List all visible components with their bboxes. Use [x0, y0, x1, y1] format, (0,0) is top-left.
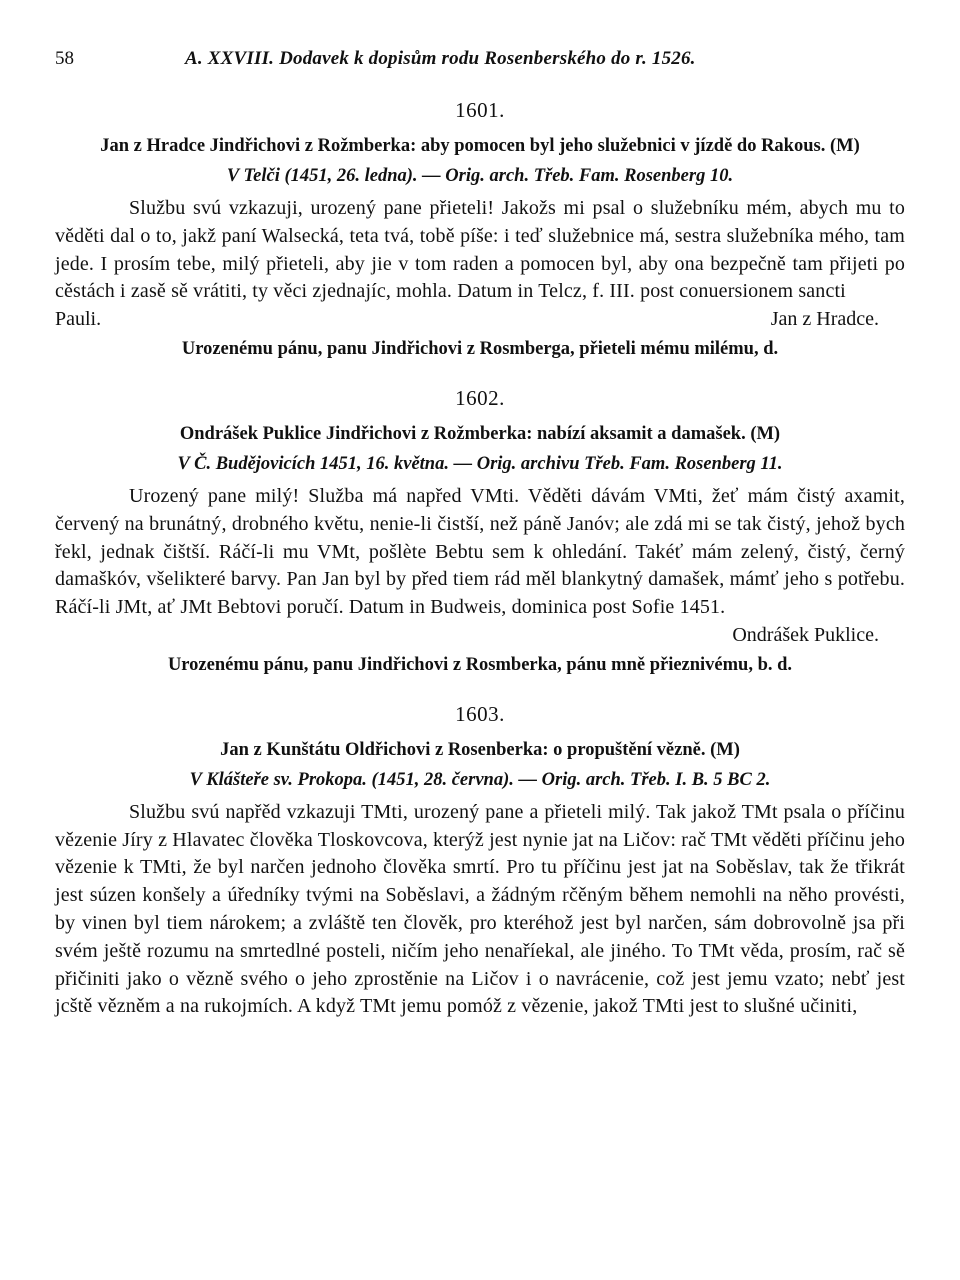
document-source: V Telči (1451, 26. ledna). — Orig. arch. Třeb. Fam. Rosenberg 10.: [226, 166, 734, 186]
document-signature: Ondrášek Puklice.: [732, 623, 879, 646]
document-signature: Jan z Hradce.: [770, 308, 879, 331]
document-body: Službu svú napřěd vzkazuji TMti, urozený pane a přieteli milý. Tak jakož TMt psala o příčinu vězenie Jíry z Hlavatec člověka Tloskovcova, kterýž jest nynie jat na Ličov: rač TMt věděti příčinu jeho vězenie k TMti, že byl narčen jednoho člověka smrtí. Pro tu příčinu jest jat na Soběslav, tak že třikrát jest súzen konšely a úředníky tvými na Soběslavi, a žádným rčěným během nemohli na něho provésti, by vinen byl tiem nárokem; a zvláště ten člověk, pro kteréhož jest byl narčen, sám dobrovolně jsa při svém ještě rozumu na smrtedlné posteli, ničím jeho nenaříekal, ale jiného. To TMt věda, prosím, rač sě přičiniti jako o vězně svého o jeho zprostěnie na Ličov i o navrácenie, což jest jemu vzato; nebť jest jcště vězněm a na rukojmích. A když TMt jemu pomóž z vězenie, jakož TMti jest to slušné učiniti,: [55, 800, 905, 1018]
document-address: Urozenému pánu, panu Jindřichovi z Rosmberga, přieteli mému milému, d.: [181, 338, 779, 359]
document-source: V Č. Budějovicích 1451, 16. května. — Orig. archivu Třeb. Fam. Rosenberg 11.: [177, 453, 783, 474]
document-source: V Klášteře sv. Prokopa. (1451, 28. června). — Orig. arch. Třeb. I. B. 5 BC 2.: [189, 769, 771, 790]
document-address: Urozenému pánu, panu Jindřichovi z Rosmberka, pánu mně přieznivému, b. d.: [167, 654, 793, 675]
document-summary: Ondrášek Puklice Jindřichovi z Rožmberka: nabízí aksamit a damašek. (M): [179, 423, 781, 444]
page-number: 58: [55, 48, 74, 69]
document-summary: Jan z Hradce Jindřichovi z Rožmberka: aby pomocen byl jeho služebnici v jízdě do Rakous. (M): [100, 136, 860, 156]
running-head: [55, 44, 905, 78]
document-summary: Jan z Kunštátu Oldřichovi z Rosenberka: o propuštění vězně. (M): [220, 739, 740, 760]
document-body: Službu svú vzkazuji, urozený pane přieteli! Jakožs mi psal o služebníku mém, abych mu to věděti dal o to, jakž paní Walsecká, teta tvá, tobě píše: i teď služebnice má, sestra služebníka mého, tam jede. I prosím tebe, milý přieteli, aby jie v tom raden a pomocen byl, aby ona bezpečně tam přijeti po cěstách i zasě sě vrátiti, ty věci zjednajíc, mohla. Datum in Telcz, f. III. post conuersionem sancti: [55, 197, 905, 303]
document-1603: [55, 702, 905, 1021]
document-body: Urozený pane milý! Služba má napřed VMti. Věděti dávám VMti, žeť mám čistý axamit, červený na brunátný, drobného květu, nenie-li čistší, než páně Janóv; ale zdá mi se tak čistý, jehož bych řekl, jednak čištší. Ráčí-li mu VMt, pošlète Bebtu sem k ohledání. Takéť mám zelený, čistý, černý damaškóv, všelikteré barvy. Pan Jan byl by před tiem rád měl blankytný damašek, mámť jeho s potřebu. Ráčí-li JMt, ať JMt Bebtovi poručí. Datum in Budweis, dominica post Sofie 1451.: [55, 484, 905, 619]
document-number: 1603.: [455, 701, 505, 726]
document-1602: [55, 386, 905, 678]
document-number: 1602.: [455, 385, 505, 410]
document-1601: [55, 98, 905, 362]
running-title: A. XXVIII. Dodavek k dopisům rodu Rosenberského do r. 1526.: [185, 48, 696, 69]
page: [55, 44, 905, 1021]
document-body-last-line: Pauli.: [55, 308, 102, 331]
document-closing-line: [55, 306, 905, 334]
document-number: 1601.: [455, 98, 505, 122]
